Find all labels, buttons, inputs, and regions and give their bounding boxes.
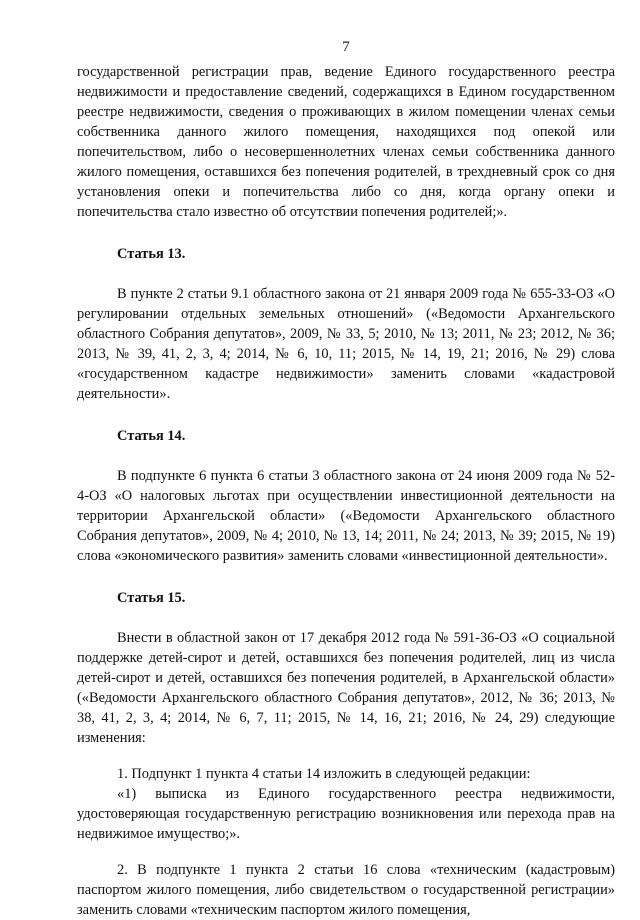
page-number: 7 xyxy=(342,39,350,55)
article-15-item-1: 1. Подпункт 1 пункта 4 статьи 14 изложить в следующей редакции: xyxy=(117,766,531,782)
article-15-heading: Статья 15. xyxy=(117,590,186,606)
continuation-paragraph: государственной регистрации прав, ведение Единого государственного реестра недвижимости и предоставление сведений, содержащихся в Едином государственном реестре недвижимости, сведения о проживающих в жилом помещении членах семьи собственника данного жилого помещения, находящихся под опекой или попечительством, либо о несовершеннолетних членах семьи собственника данного жилого помещения, оставшихся без попечения родителей, в трехдневный срок со дня установления опеки и попечительства либо со дня, когда органу опеки и попечительства стало известно об отсутствии попечения родителей;». xyxy=(77,64,615,220)
article-14-heading: Статья 14. xyxy=(117,428,186,444)
article-15-item-2: 2. В подпункте 1 пункта 2 статьи 16 слова «техническим (кадастровым) паспортом жилого помещения, либо свидетельством о государственной регистрации» заменить словами «техническим паспортом жилого помещения, xyxy=(77,862,615,918)
article-14-text: В подпункте 6 пункта 6 статьи 3 областного закона от 24 июня 2009 года № 52-4-ОЗ «О налоговых льготах при осуществлении инвестиционной деятельности на территории Архангельской области» («Ведомости Архангельского областного Собрания депутатов», 2009, № 4; 2010, № 13, 14; 2011, № 24; 2013, № 39; 2015, № 19) слова «экономического развития» заменить словами «инвестиционной деятельности». xyxy=(77,468,615,564)
article-13-heading: Статья 13. xyxy=(117,246,186,262)
article-15-text: Внести в областной закон от 17 декабря 2012 года № 591-36-ОЗ «О социальной поддержке детей-сирот и детей, оставшихся без попечения родителей, лиц из числа детей-сирот и детей, оставшихся без попечения родителей, в Архангельской области» («Ведомости Архангельского областного Собрания депутатов», 2012, № 36; 2013, № 38, 41, 2, 3, 4; 2014, № 6, 7, 11; 2015, № 14, 16, 21; 2016, № 24, 29) следующие изменения: xyxy=(77,630,615,746)
article-15-item-1-quote: «1) выписка из Единого государственного реестра недвижимости, удостоверяющая государственную регистрацию возникновения или перехода прав на недвижимое имущество;». xyxy=(77,786,615,842)
article-13-text: В пункте 2 статьи 9.1 областного закона от 21 января 2009 года № 655-33-ОЗ «О регулировании отдельных земельных отношений» («Ведомости Архангельского областного Собрания депутатов», 2009, № 33, 5; 2010, № 13; 2011, № 23; 2012, № 36; 2013, № 39, 41, 2, 3, 4; 2014, № 6, 10, 11; 2015, № 14, 19, 21; 2016, № 29) слова «государственном кадастре недвижимости» заменить словами «кадастровой деятельности». xyxy=(77,286,615,402)
